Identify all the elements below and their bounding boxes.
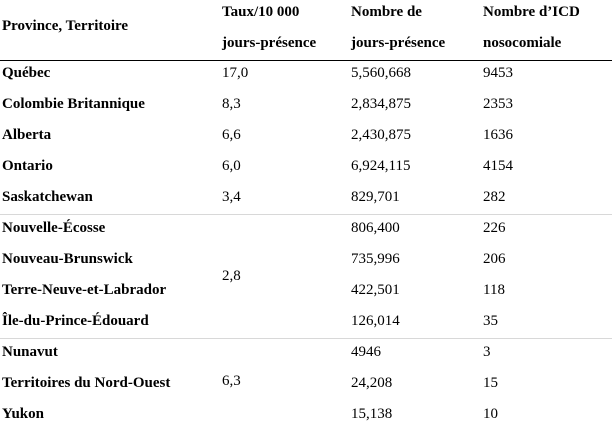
row-days: 735,996 (351, 251, 400, 267)
column-header-province: Province, Territoire (2, 18, 129, 34)
group-separator (0, 338, 612, 339)
group-separator (0, 214, 612, 215)
row-days: 6,924,115 (351, 158, 411, 174)
row-cases: 15 (483, 375, 498, 391)
row-cases: 9453 (483, 65, 513, 81)
column-header-rate: Taux/10 000 (222, 4, 300, 20)
row-cases: 118 (483, 282, 505, 298)
row-province: Saskatchewan (2, 189, 93, 205)
row-cases: 206 (483, 251, 506, 267)
row-rate: 17,0 (222, 65, 249, 81)
column-header-cases: Nombre d’ICD (483, 4, 580, 20)
column-header-days-line2: jours-présence (351, 35, 446, 51)
row-province: Nouvelle-Écosse (2, 220, 106, 236)
row-province: Colombie Britannique (2, 96, 145, 112)
row-province: Territoires du Nord-Ouest (2, 375, 171, 391)
row-rate: 3,4 (222, 189, 241, 205)
row-province: Québec (2, 65, 51, 81)
row-rate: 6,0 (222, 158, 241, 174)
row-province: Ontario (2, 158, 53, 174)
row-cases: 10 (483, 406, 498, 422)
row-days: 2,834,875 (351, 96, 411, 112)
row-days: 24,208 (351, 375, 393, 391)
row-days: 422,501 (351, 282, 400, 298)
row-days: 5,560,668 (351, 65, 411, 81)
row-days: 806,400 (351, 220, 400, 236)
row-cases: 1636 (483, 127, 513, 143)
row-cases: 226 (483, 220, 506, 236)
column-header-days: Nombre de (351, 4, 422, 20)
row-days: 4946 (351, 344, 381, 360)
row-province: Terre-Neuve-et-Labrador (2, 282, 167, 298)
row-province: Île-du-Prince-Édouard (2, 313, 149, 329)
row-province: Alberta (2, 127, 52, 143)
row-days: 829,701 (351, 189, 400, 205)
row-cases: 2353 (483, 96, 513, 112)
group-rate: 6,3 (222, 373, 241, 389)
row-days: 15,138 (351, 406, 393, 422)
group-rate: 2,8 (222, 268, 241, 284)
column-header-cases-line2: nosocomiale (483, 35, 562, 51)
header-rule (0, 60, 612, 61)
row-rate: 6,6 (222, 127, 241, 143)
row-rate: 8,3 (222, 96, 241, 112)
row-province: Nouveau-Brunswick (2, 251, 133, 267)
row-cases: 282 (483, 189, 506, 205)
row-cases: 4154 (483, 158, 513, 174)
row-cases: 3 (483, 344, 491, 360)
row-province: Nunavut (2, 344, 58, 360)
column-header-rate-line2: jours-présence (222, 35, 317, 51)
row-days: 2,430,875 (351, 127, 411, 143)
row-cases: 35 (483, 313, 498, 329)
row-days: 126,014 (351, 313, 400, 329)
row-province: Yukon (2, 406, 44, 422)
